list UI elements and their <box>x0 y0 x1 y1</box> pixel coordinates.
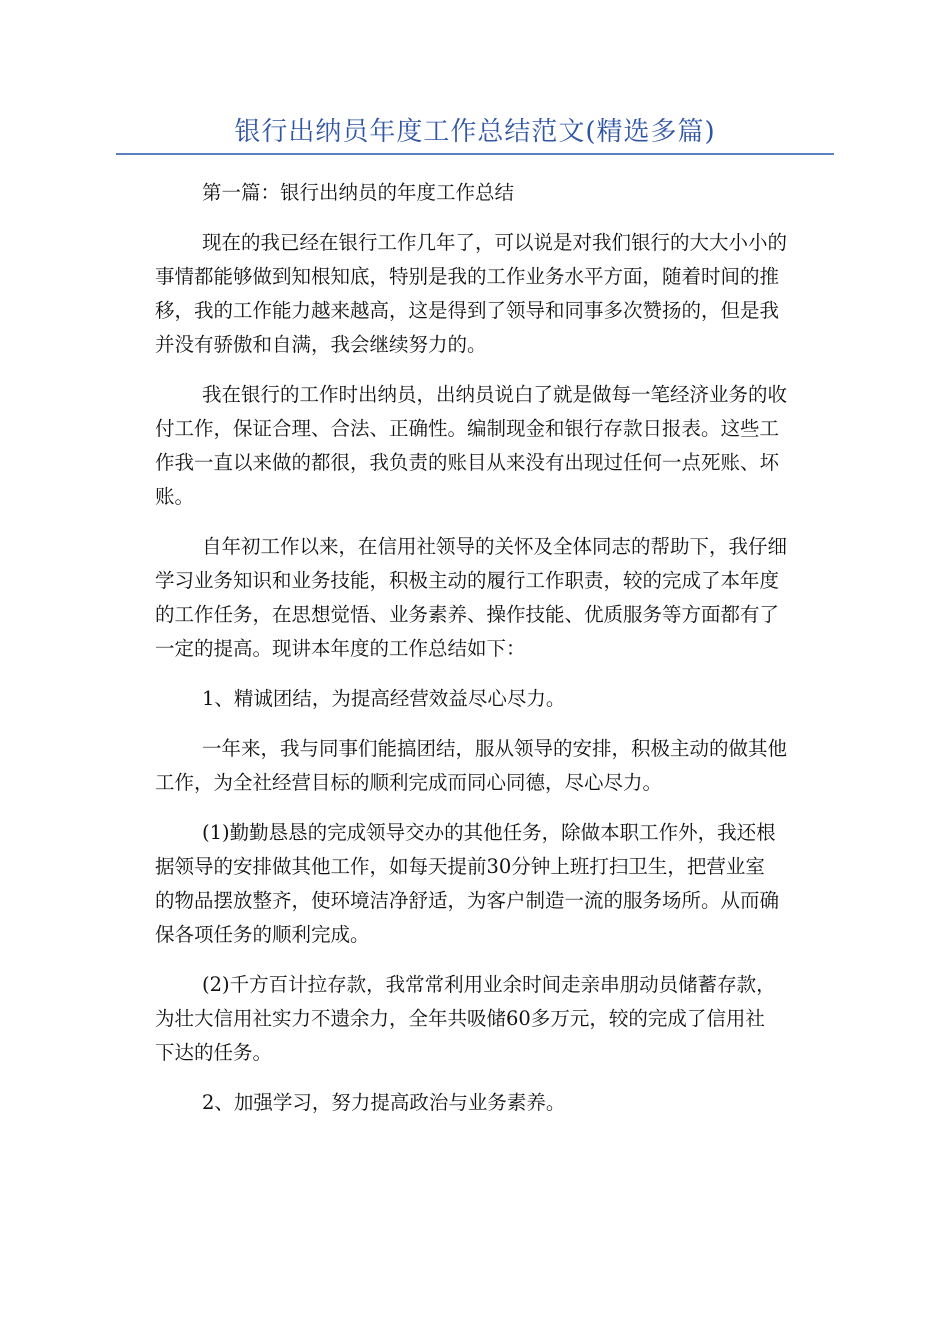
section-heading <box>116 176 834 210</box>
paragraph-line: 自年初工作以来，在信用社领导的关怀及全体同志的帮助下，我仔细 <box>202 535 788 558</box>
paragraph-line: 事情都能够做到知根知底，特别是我的工作业务水平方面，随着时间的推 <box>155 265 780 288</box>
paragraph-line: 作我一直以来做的都很，我负责的账目从来没有出现过任何一点死账、坏 <box>155 451 780 474</box>
paragraph <box>116 530 834 666</box>
paragraph-line: 一定的提高。现讲本年度的工作总结如下： <box>155 637 526 660</box>
document-title: 银行出纳员年度工作总结范文(精选多篇) <box>234 117 716 147</box>
paragraph-line: 付工作，保证合理、合法、正确性。编制现金和银行存款日报表。这些工 <box>155 417 780 440</box>
paragraph-line: (1)勤勤恳恳的完成领导交办的其他任务，除做本职工作外，我还根 <box>202 821 776 844</box>
paragraph-line: 我在银行的工作时出纳员，出纳员说白了就是做每一笔经济业务的收 <box>202 383 788 406</box>
paragraph-line: 2、加强学习，努力提高政治与业务素养。 <box>202 1091 566 1114</box>
paragraph <box>116 226 834 362</box>
paragraph-line: 现在的我已经在银行工作几年了，可以说是对我们银行的大大小小的 <box>202 231 788 254</box>
paragraph-line: 学习业务知识和业务技能，积极主动的履行工作职责，较的完成了本年度 <box>155 569 780 592</box>
paragraph-line: 的物品摆放整齐，使环境洁净舒适，为客户制造一流的服务场所。从而确 <box>155 889 780 912</box>
paragraph-line: 为壮大信用社实力不遗余力，全年共吸储60多万元，较的完成了信用社 <box>155 1007 765 1030</box>
paragraph <box>116 816 834 952</box>
paragraph-line: (2)千方百计拉存款，我常常利用业余时间走亲串朋动员储蓄存款， <box>202 973 776 996</box>
paragraph-line: 一年来，我与同事们能搞团结，服从领导的安排，积极主动的做其他 <box>202 737 788 760</box>
paragraph-line: 工作，为全社经营目标的顺利完成而同心同德，尽心尽力。 <box>155 771 663 794</box>
paragraph-line: 据领导的安排做其他工作，如每天提前30分钟上班打扫卫生，把营业室 <box>155 855 765 878</box>
numbered-heading <box>116 682 834 716</box>
title-underline <box>116 153 834 155</box>
document-body <box>116 176 834 1136</box>
paragraph <box>116 378 834 514</box>
paragraph-line: 账。 <box>155 485 195 508</box>
paragraph-line: 保各项任务的顺利完成。 <box>155 923 370 946</box>
paragraph-line: 1、精诚团结，为提高经营效益尽心尽力。 <box>202 687 566 710</box>
paragraph <box>116 732 834 800</box>
section-heading-text: 第一篇：银行出纳员的年度工作总结 <box>202 181 515 204</box>
paragraph <box>116 968 834 1070</box>
paragraph-line: 下达的任务。 <box>155 1041 273 1064</box>
paragraph-line: 并没有骄傲和自满，我会继续努力的。 <box>155 333 487 356</box>
numbered-heading <box>116 1086 834 1120</box>
paragraph-line: 的工作任务，在思想觉悟、业务素养、操作技能、优质服务等方面都有了 <box>155 603 780 626</box>
paragraph-line: 移，我的工作能力越来越高，这是得到了领导和同事多次赞扬的，但是我 <box>155 299 780 322</box>
